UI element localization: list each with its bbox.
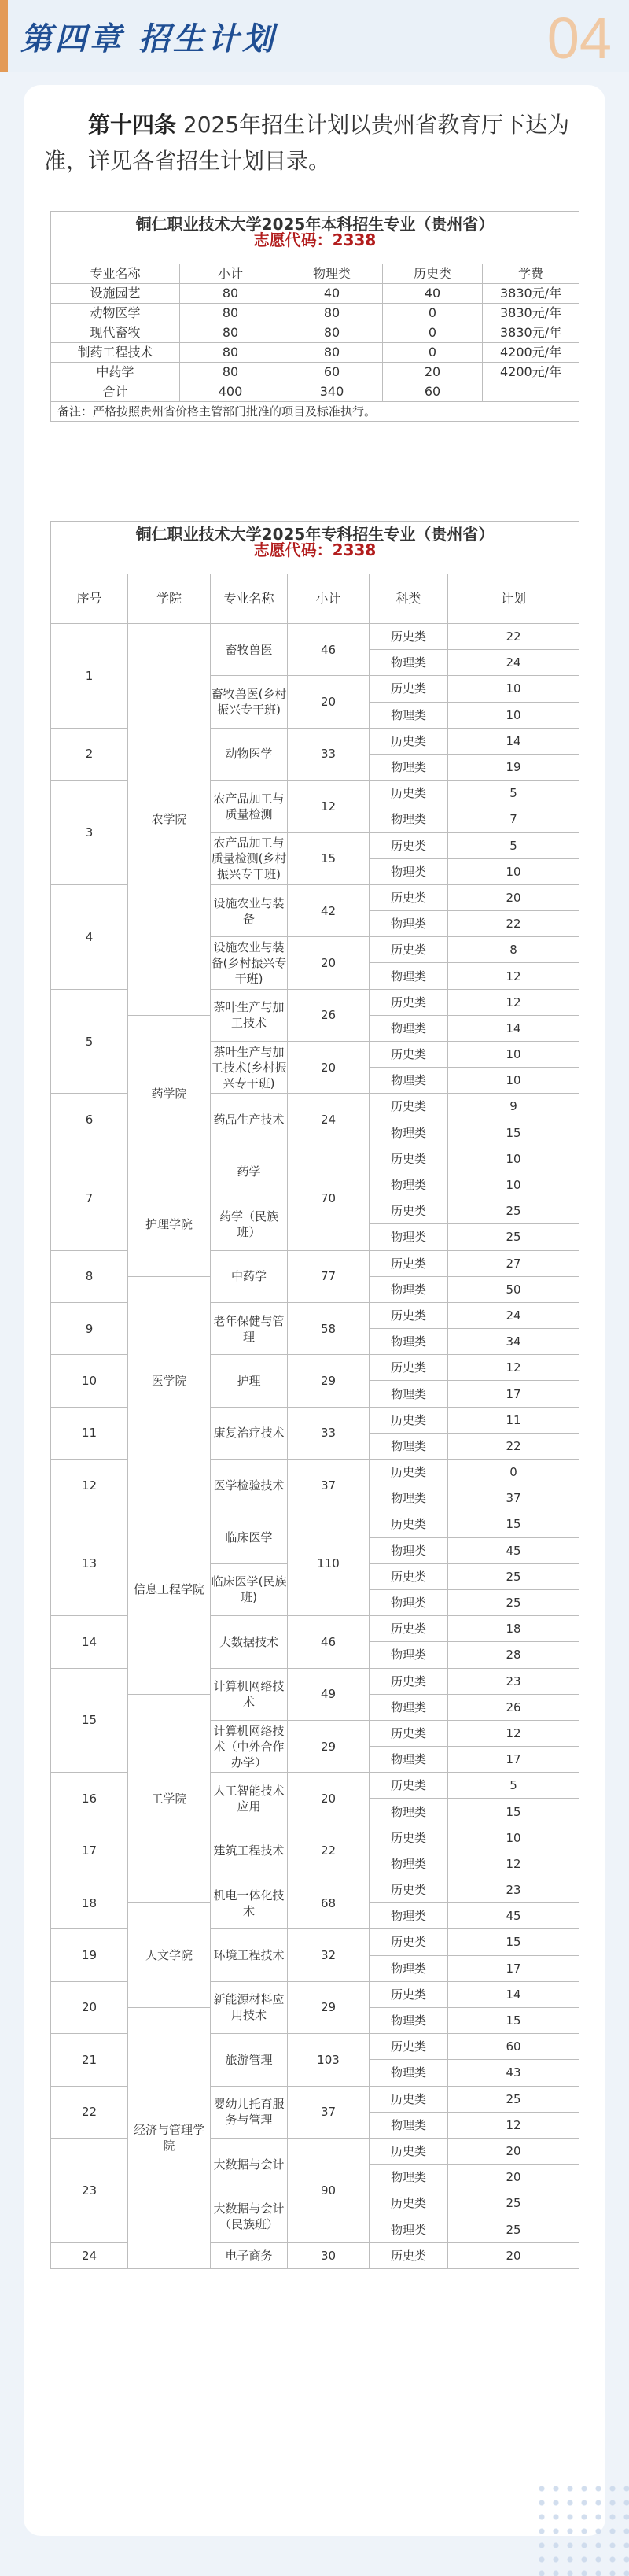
subject-type: 物理类 xyxy=(370,1276,448,1302)
table-cell: 4200元/年 xyxy=(483,363,579,382)
subject-type: 历史类 xyxy=(370,1616,448,1642)
major-name: 药品生产技术 xyxy=(211,1094,288,1146)
plan-count: 12 xyxy=(448,1720,579,1746)
major-total: 12 xyxy=(288,781,370,832)
subject-type: 物理类 xyxy=(370,1068,448,1094)
subject-type: 物理类 xyxy=(370,650,448,676)
plan-count: 25 xyxy=(448,1563,579,1589)
row-number: 7 xyxy=(51,1146,128,1250)
major-total: 90 xyxy=(288,2138,370,2242)
undergrad-table xyxy=(50,211,579,422)
subject-type: 物理类 xyxy=(370,1329,448,1355)
subject-type: 历史类 xyxy=(370,676,448,702)
row-number: 24 xyxy=(51,2242,128,2268)
major-total: 26 xyxy=(288,989,370,1041)
subject-type: 历史类 xyxy=(370,937,448,963)
column-header: 学费 xyxy=(483,264,579,284)
plan-count: 60 xyxy=(448,2034,579,2060)
subject-type: 物理类 xyxy=(370,2060,448,2086)
plan-count: 25 xyxy=(448,1198,579,1224)
plan-count: 45 xyxy=(448,1903,579,1929)
plan-count: 12 xyxy=(448,1851,579,1877)
intro-text: 2025年招生计划以贵州省教育厅下达为准，详见各省招生计划目录。 xyxy=(44,112,570,174)
column-header: 科类 xyxy=(370,574,448,624)
major-name: 茶叶生产与加工技术(乡村振兴专干班) xyxy=(211,1042,288,1094)
major-name: 设施农业与装备(乡村振兴专干班) xyxy=(211,937,288,989)
major-name: 动物医学 xyxy=(211,728,288,780)
plan-count: 26 xyxy=(448,1694,579,1720)
plan-count: 18 xyxy=(448,1616,579,1642)
table-cell: 80 xyxy=(180,304,281,323)
plan-count: 20 xyxy=(448,2165,579,2190)
table-row xyxy=(51,343,579,363)
subject-type: 物理类 xyxy=(370,1172,448,1198)
subject-type: 历史类 xyxy=(370,1094,448,1120)
major-total: 110 xyxy=(288,1511,370,1616)
table-cell: 0 xyxy=(383,323,483,343)
plan-count: 8 xyxy=(448,937,579,963)
table-cell: 3830元/年 xyxy=(483,284,579,304)
major-total: 20 xyxy=(288,1773,370,1825)
subject-type: 历史类 xyxy=(370,1460,448,1485)
intro-paragraph xyxy=(44,107,594,179)
column-header: 小计 xyxy=(180,264,281,284)
subject-type: 物理类 xyxy=(370,2112,448,2138)
major-total: 37 xyxy=(288,2086,370,2138)
row-number: 5 xyxy=(51,989,128,1094)
plan-count: 10 xyxy=(448,676,579,702)
table-cell: 3830元/年 xyxy=(483,323,579,343)
row-number: 13 xyxy=(51,1511,128,1616)
row-number: 3 xyxy=(51,781,128,885)
subject-type: 历史类 xyxy=(370,1563,448,1589)
plan-count: 12 xyxy=(448,1355,579,1381)
subject-type: 历史类 xyxy=(370,2242,448,2268)
undergrad-header-row xyxy=(51,264,579,284)
major-name: 大数据与会计（民族班） xyxy=(211,2190,288,2242)
major-total: 29 xyxy=(288,1720,370,1772)
table-cell: 40 xyxy=(383,284,483,304)
subject-type: 历史类 xyxy=(370,1668,448,1694)
major-name: 新能源材料应用技术 xyxy=(211,1981,288,2033)
subject-type: 历史类 xyxy=(370,1146,448,1172)
subject-type: 历史类 xyxy=(370,1773,448,1799)
row-number: 18 xyxy=(51,1877,128,1929)
subject-type: 历史类 xyxy=(370,1198,448,1224)
school-name: 医学院 xyxy=(128,1276,211,1485)
row-number: 14 xyxy=(51,1616,128,1668)
subject-type: 物理类 xyxy=(370,1903,448,1929)
plan-count: 7 xyxy=(448,806,579,832)
column-header: 物理类 xyxy=(281,264,383,284)
table-cell: 80 xyxy=(281,304,383,323)
table-cell: 80 xyxy=(180,363,281,382)
table-cell: 现代畜牧 xyxy=(51,323,180,343)
table-cell: 0 xyxy=(383,304,483,323)
subject-type: 历史类 xyxy=(370,1407,448,1433)
table-cell: 4200元/年 xyxy=(483,343,579,363)
table-cell: 20 xyxy=(383,363,483,382)
plan-count: 25 xyxy=(448,2216,579,2242)
plan-count: 22 xyxy=(448,1433,579,1459)
subject-type: 物理类 xyxy=(370,2007,448,2033)
major-name: 建筑工程技术 xyxy=(211,1825,288,1877)
plan-count: 15 xyxy=(448,1929,579,1955)
major-name: 设施农业与装备 xyxy=(211,884,288,936)
plan-count: 10 xyxy=(448,858,579,884)
subject-type: 物理类 xyxy=(370,963,448,989)
subject-type: 历史类 xyxy=(370,884,448,910)
chapter-title: 第四章 招生计划 xyxy=(20,21,277,57)
plan-count: 20 xyxy=(448,2242,579,2268)
subject-type: 历史类 xyxy=(370,728,448,754)
major-total: 46 xyxy=(288,624,370,676)
school-name: 药学院 xyxy=(128,1015,211,1172)
plan-count: 25 xyxy=(448,1589,579,1615)
plan-count: 10 xyxy=(448,1172,579,1198)
major-name: 旅游管理 xyxy=(211,2034,288,2086)
undergrad-table-code: 志愿代码：2338 xyxy=(253,231,377,249)
plan-count: 20 xyxy=(448,884,579,910)
major-name: 畜牧兽医(乡村振兴专干班) xyxy=(211,676,288,728)
major-name: 大数据与会计 xyxy=(211,2138,288,2190)
subject-type: 物理类 xyxy=(370,754,448,780)
major-total: 33 xyxy=(288,728,370,780)
major-total: 15 xyxy=(288,832,370,884)
major-name: 人工智能技术应用 xyxy=(211,1773,288,1825)
major-name: 计算机网络技术 xyxy=(211,1668,288,1720)
plan-count: 19 xyxy=(448,754,579,780)
plan-count: 17 xyxy=(448,1381,579,1407)
major-name: 老年保健与管理 xyxy=(211,1302,288,1354)
subject-type: 历史类 xyxy=(370,2086,448,2112)
subject-type: 物理类 xyxy=(370,1851,448,1877)
subject-type: 物理类 xyxy=(370,2165,448,2190)
subject-type: 物理类 xyxy=(370,1642,448,1668)
article-number: 第十四条 xyxy=(88,112,177,138)
row-number: 16 xyxy=(51,1773,128,1825)
undergrad-table-note: 备注：严格按照贵州省价格主管部门批准的项目及标准执行。 xyxy=(51,402,579,422)
subject-type: 物理类 xyxy=(370,702,448,728)
plan-count: 10 xyxy=(448,1042,579,1068)
subject-type: 物理类 xyxy=(370,1120,448,1146)
subject-type: 物理类 xyxy=(370,1433,448,1459)
plan-count: 15 xyxy=(448,2007,579,2033)
undergrad-table-title: 铜仁职业技术大学2025年本科招生专业（贵州省） xyxy=(135,215,495,234)
major-name: 护理 xyxy=(211,1355,288,1407)
school-name: 经济与管理学院 xyxy=(128,2007,211,2268)
major-total: 29 xyxy=(288,1355,370,1407)
college-table-heading xyxy=(51,522,579,574)
subject-type: 物理类 xyxy=(370,1955,448,1981)
subject-type: 物理类 xyxy=(370,911,448,937)
school-name: 人文学院 xyxy=(128,1903,211,2008)
plan-count: 15 xyxy=(448,1799,579,1825)
plan-count: 23 xyxy=(448,1668,579,1694)
plan-count: 20 xyxy=(448,2138,579,2164)
plan-count: 34 xyxy=(448,1329,579,1355)
major-total: 32 xyxy=(288,1929,370,1981)
major-name: 机电一体化技术 xyxy=(211,1877,288,1929)
major-total: 70 xyxy=(288,1146,370,1250)
major-total: 22 xyxy=(288,1825,370,1877)
table-cell: 340 xyxy=(281,382,383,402)
column-header: 专业名称 xyxy=(211,574,288,624)
plan-count: 5 xyxy=(448,781,579,806)
subject-type: 历史类 xyxy=(370,1877,448,1903)
row-number: 15 xyxy=(51,1668,128,1773)
major-name: 婴幼儿托育服务与管理 xyxy=(211,2086,288,2138)
plan-count: 23 xyxy=(448,1877,579,1903)
subject-type: 历史类 xyxy=(370,2138,448,2164)
plan-count: 45 xyxy=(448,1537,579,1563)
college-table-code: 志愿代码：2338 xyxy=(253,541,377,559)
major-name: 畜牧兽医 xyxy=(211,624,288,676)
subject-type: 历史类 xyxy=(370,781,448,806)
college-table xyxy=(50,521,579,2269)
plan-count: 5 xyxy=(448,832,579,858)
plan-count: 10 xyxy=(448,1825,579,1851)
college-header-row xyxy=(51,574,579,624)
subject-type: 物理类 xyxy=(370,1015,448,1041)
major-total: 42 xyxy=(288,884,370,936)
subject-type: 历史类 xyxy=(370,1250,448,1276)
plan-count: 10 xyxy=(448,702,579,728)
decorative-dots xyxy=(535,2482,629,2576)
major-total: 20 xyxy=(288,1042,370,1094)
row-number: 2 xyxy=(51,728,128,780)
table-cell: 40 xyxy=(281,284,383,304)
plan-count: 24 xyxy=(448,1302,579,1328)
table-cell: 制药工程技术 xyxy=(51,343,180,363)
major-total: 30 xyxy=(288,2242,370,2268)
major-total: 24 xyxy=(288,1094,370,1146)
plan-count: 15 xyxy=(448,1511,579,1537)
major-name: 药学 xyxy=(211,1146,288,1198)
plan-count: 15 xyxy=(448,1120,579,1146)
major-total: 37 xyxy=(288,1460,370,1511)
column-header: 学院 xyxy=(128,574,211,624)
major-name: 临床医学 xyxy=(211,1511,288,1563)
plan-count: 9 xyxy=(448,1094,579,1120)
subject-type: 历史类 xyxy=(370,1981,448,2007)
table-row xyxy=(51,304,579,323)
plan-count: 10 xyxy=(448,1146,579,1172)
subject-type: 物理类 xyxy=(370,1381,448,1407)
subject-type: 历史类 xyxy=(370,832,448,858)
major-total: 20 xyxy=(288,937,370,989)
major-name: 中药学 xyxy=(211,1250,288,1302)
row-number: 22 xyxy=(51,2086,128,2138)
plan-count: 43 xyxy=(448,2060,579,2086)
row-number: 21 xyxy=(51,2034,128,2086)
school-name: 农学院 xyxy=(128,624,211,1016)
plan-count: 14 xyxy=(448,728,579,754)
subject-type: 历史类 xyxy=(370,1355,448,1381)
plan-count: 27 xyxy=(448,1250,579,1276)
major-total: 20 xyxy=(288,676,370,728)
subject-type: 物理类 xyxy=(370,1694,448,1720)
row-number: 20 xyxy=(51,1981,128,2033)
table-cell: 60 xyxy=(383,382,483,402)
major-name: 医学检验技术 xyxy=(211,1460,288,1511)
row-number: 8 xyxy=(51,1250,128,1302)
subject-type: 历史类 xyxy=(370,989,448,1015)
table-cell: 60 xyxy=(281,363,383,382)
plan-count: 22 xyxy=(448,624,579,650)
plan-count: 0 xyxy=(448,1460,579,1485)
major-total: 46 xyxy=(288,1616,370,1668)
major-name: 康复治疗技术 xyxy=(211,1407,288,1459)
column-header: 序号 xyxy=(51,574,128,624)
row-number: 10 xyxy=(51,1355,128,1407)
major-total: 33 xyxy=(288,1407,370,1459)
plan-count: 12 xyxy=(448,989,579,1015)
row-number: 4 xyxy=(51,884,128,989)
plan-count: 14 xyxy=(448,1981,579,2007)
subject-type: 历史类 xyxy=(370,1825,448,1851)
table-row xyxy=(51,624,579,650)
table-cell xyxy=(483,382,579,402)
table-cell: 3830元/年 xyxy=(483,304,579,323)
subject-type: 物理类 xyxy=(370,858,448,884)
undergrad-table-heading xyxy=(51,212,579,264)
column-header: 专业名称 xyxy=(51,264,180,284)
major-total: 68 xyxy=(288,1877,370,1929)
row-number: 17 xyxy=(51,1825,128,1877)
major-total: 29 xyxy=(288,1981,370,2033)
subject-type: 物理类 xyxy=(370,2216,448,2242)
subject-type: 历史类 xyxy=(370,1042,448,1068)
chapter-number: 04 xyxy=(546,6,612,71)
major-name: 药学（民族班） xyxy=(211,1198,288,1250)
plan-count: 11 xyxy=(448,1407,579,1433)
subject-type: 历史类 xyxy=(370,2190,448,2216)
subject-type: 历史类 xyxy=(370,2034,448,2060)
school-name: 信息工程学院 xyxy=(128,1485,211,1695)
subject-type: 历史类 xyxy=(370,624,448,650)
plan-count: 12 xyxy=(448,963,579,989)
column-header: 小计 xyxy=(288,574,370,624)
major-name: 农产品加工与质量检测 xyxy=(211,781,288,832)
table-cell: 80 xyxy=(281,343,383,363)
major-name: 大数据技术 xyxy=(211,1616,288,1668)
plan-count: 10 xyxy=(448,1068,579,1094)
plan-count: 37 xyxy=(448,1485,579,1511)
plan-count: 17 xyxy=(448,1747,579,1773)
plan-count: 14 xyxy=(448,1015,579,1041)
row-number: 11 xyxy=(51,1407,128,1459)
plan-count: 28 xyxy=(448,1642,579,1668)
table-row xyxy=(51,363,579,382)
column-header: 计划 xyxy=(448,574,579,624)
major-name: 农产品加工与质量检测(乡村振兴专干班) xyxy=(211,832,288,884)
table-row xyxy=(51,323,579,343)
school-name: 护理学院 xyxy=(128,1172,211,1276)
college-table-title: 铜仁职业技术大学2025年专科招生专业（贵州省） xyxy=(135,525,495,544)
table-cell: 80 xyxy=(180,284,281,304)
major-name: 茶叶生产与加工技术 xyxy=(211,989,288,1041)
plan-count: 25 xyxy=(448,1224,579,1250)
row-number: 12 xyxy=(51,1460,128,1511)
subject-type: 物理类 xyxy=(370,1224,448,1250)
major-name: 电子商务 xyxy=(211,2242,288,2268)
table-cell: 设施园艺 xyxy=(51,284,180,304)
plan-count: 25 xyxy=(448,2086,579,2112)
plan-count: 12 xyxy=(448,2112,579,2138)
table-cell: 80 xyxy=(180,323,281,343)
plan-count: 24 xyxy=(448,650,579,676)
chapter-header xyxy=(0,0,629,72)
major-name: 计算机网络技术（中外合作办学） xyxy=(211,1720,288,1772)
table-cell: 动物医学 xyxy=(51,304,180,323)
major-total: 58 xyxy=(288,1302,370,1354)
row-number: 6 xyxy=(51,1094,128,1146)
plan-count: 5 xyxy=(448,1773,579,1799)
row-number: 1 xyxy=(51,624,128,729)
table-cell: 400 xyxy=(180,382,281,402)
subject-type: 物理类 xyxy=(370,1537,448,1563)
subject-type: 历史类 xyxy=(370,1302,448,1328)
table-row xyxy=(51,284,579,304)
subject-type: 物理类 xyxy=(370,1485,448,1511)
subject-type: 历史类 xyxy=(370,1720,448,1746)
major-total: 49 xyxy=(288,1668,370,1720)
subject-type: 历史类 xyxy=(370,1929,448,1955)
subject-type: 物理类 xyxy=(370,1589,448,1615)
plan-count: 17 xyxy=(448,1955,579,1981)
subject-type: 物理类 xyxy=(370,1747,448,1773)
subject-type: 历史类 xyxy=(370,1511,448,1537)
row-number: 23 xyxy=(51,2138,128,2242)
subject-type: 物理类 xyxy=(370,806,448,832)
table-cell: 中药学 xyxy=(51,363,180,382)
row-number: 19 xyxy=(51,1929,128,1981)
plan-count: 22 xyxy=(448,911,579,937)
major-total: 77 xyxy=(288,1250,370,1302)
table-row xyxy=(51,382,579,402)
table-cell: 合计 xyxy=(51,382,180,402)
plan-count: 25 xyxy=(448,2190,579,2216)
plan-count: 50 xyxy=(448,1276,579,1302)
school-name: 工学院 xyxy=(128,1694,211,1903)
header-accent-bar xyxy=(0,0,8,72)
table-cell: 80 xyxy=(180,343,281,363)
subject-type: 物理类 xyxy=(370,1799,448,1825)
table-cell: 0 xyxy=(383,343,483,363)
column-header: 历史类 xyxy=(383,264,483,284)
major-total: 103 xyxy=(288,2034,370,2086)
row-number: 9 xyxy=(51,1302,128,1354)
table-cell: 80 xyxy=(281,323,383,343)
major-name: 临床医学(民族班) xyxy=(211,1563,288,1615)
major-name: 环境工程技术 xyxy=(211,1929,288,1981)
